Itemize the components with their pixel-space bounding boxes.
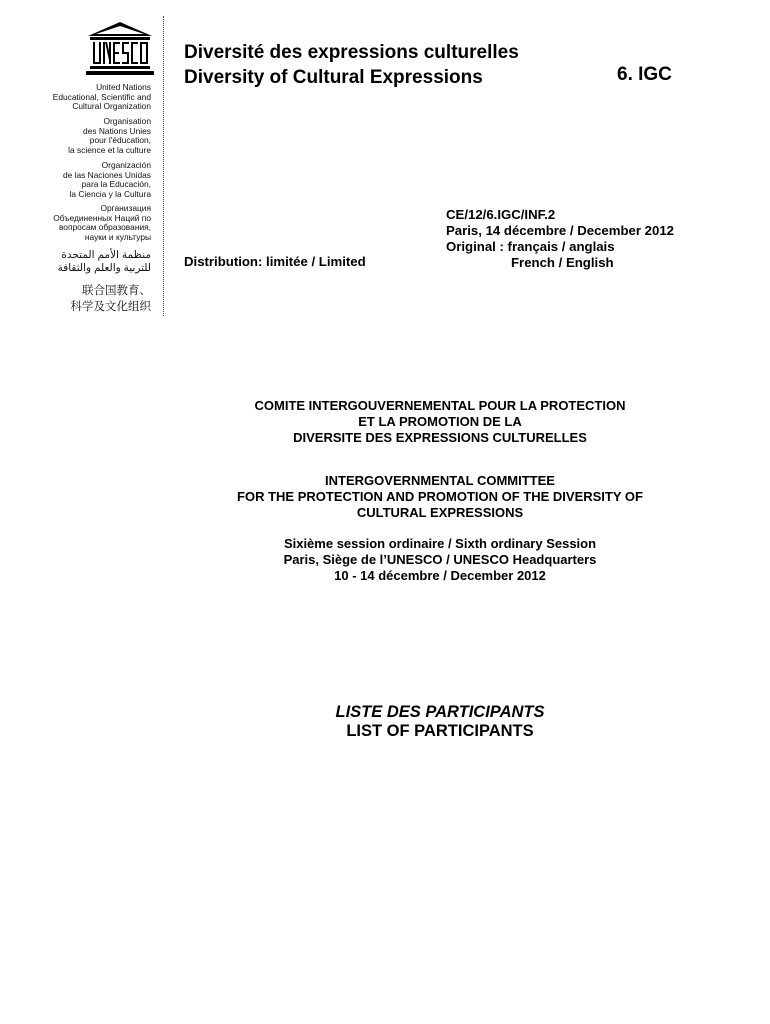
- org-line: вопросам образования,: [58, 222, 151, 233]
- org-name-french: [68, 117, 151, 155]
- org-line: Educational, Scientific and: [52, 91, 151, 102]
- logo-letters: [93, 42, 148, 64]
- session-code: 6. IGC: [617, 64, 672, 85]
- org-line: Организация: [100, 203, 151, 213]
- document-reference-block: [446, 207, 674, 271]
- document-original: Original : français / anglais: [446, 239, 615, 254]
- distribution-note: Distribution: limitée / Limited: [184, 254, 366, 269]
- committee-name-english: [0, 473, 770, 521]
- org-line: la science et la culture: [68, 144, 151, 155]
- committee-line: CULTURAL EXPRESSIONS: [356, 505, 524, 520]
- session-details: [0, 536, 770, 584]
- unesco-logo-icon: [80, 20, 160, 84]
- org-line: United Nations: [96, 82, 151, 92]
- committee-line: COMITE INTERGOUVERNEMENTAL POUR LA PROTECTION: [254, 398, 626, 413]
- session-line: 10 - 14 décembre / December 2012: [334, 568, 546, 583]
- org-line: 科学及文化组织: [70, 301, 151, 313]
- document-reference: CE/12/6.IGC/INF.2: [446, 207, 556, 222]
- org-line: 联合国教育、: [82, 285, 151, 297]
- org-line: Объединенных Наций по: [53, 212, 151, 223]
- committee-line: ET LA PROMOTION DE LA: [358, 414, 522, 429]
- org-name-arabic: [58, 249, 151, 274]
- org-line: des Nations Unies: [83, 125, 151, 136]
- org-line: منظمة الأمم المتحدة: [61, 249, 151, 261]
- committee-line: FOR THE PROTECTION AND PROMOTION OF THE DIVERSITY OF: [237, 489, 643, 504]
- list-title-english: LIST OF PARTICIPANTS: [346, 722, 534, 740]
- document-original-english: French / English: [511, 255, 614, 270]
- org-line: Organisation: [103, 116, 151, 126]
- committee-name-french: [0, 398, 770, 446]
- org-line: науки и культуры: [84, 231, 151, 242]
- org-name-spanish: [63, 161, 151, 199]
- org-line: la Ciencia y la Cultura: [69, 188, 151, 199]
- org-name-russian: [53, 204, 151, 242]
- org-line: Organización: [101, 160, 151, 170]
- org-line: pour l'éducation,: [89, 135, 151, 146]
- org-name-chinese: [71, 283, 152, 315]
- committee-line: INTERGOVERNMENTAL COMMITTEE: [325, 473, 555, 488]
- title-english: Diversity of Cultural Expressions: [184, 67, 483, 88]
- document-date: Paris, 14 décembre / December 2012: [446, 223, 674, 238]
- vertical-dotted-rule: [163, 16, 164, 316]
- committee-line: DIVERSITE DES EXPRESSIONS CULTURELLES: [293, 430, 587, 445]
- org-line: para la Educación,: [81, 179, 151, 190]
- session-line: Paris, Siège de l’UNESCO / UNESCO Headquarters: [283, 552, 597, 567]
- org-name-english: [53, 83, 151, 112]
- org-line: للتربية والعلم والثقافة: [57, 261, 151, 274]
- title-french: Diversité des expressions culturelles: [184, 42, 519, 63]
- org-line: de las Naciones Unidas: [63, 169, 151, 180]
- list-title: [0, 703, 770, 741]
- list-title-french: LISTE DES PARTICIPANTS: [335, 703, 545, 721]
- org-line: Cultural Organization: [72, 101, 151, 112]
- page-title: [184, 40, 519, 90]
- session-line: Sixième session ordinaire / Sixth ordinary Session: [283, 536, 597, 551]
